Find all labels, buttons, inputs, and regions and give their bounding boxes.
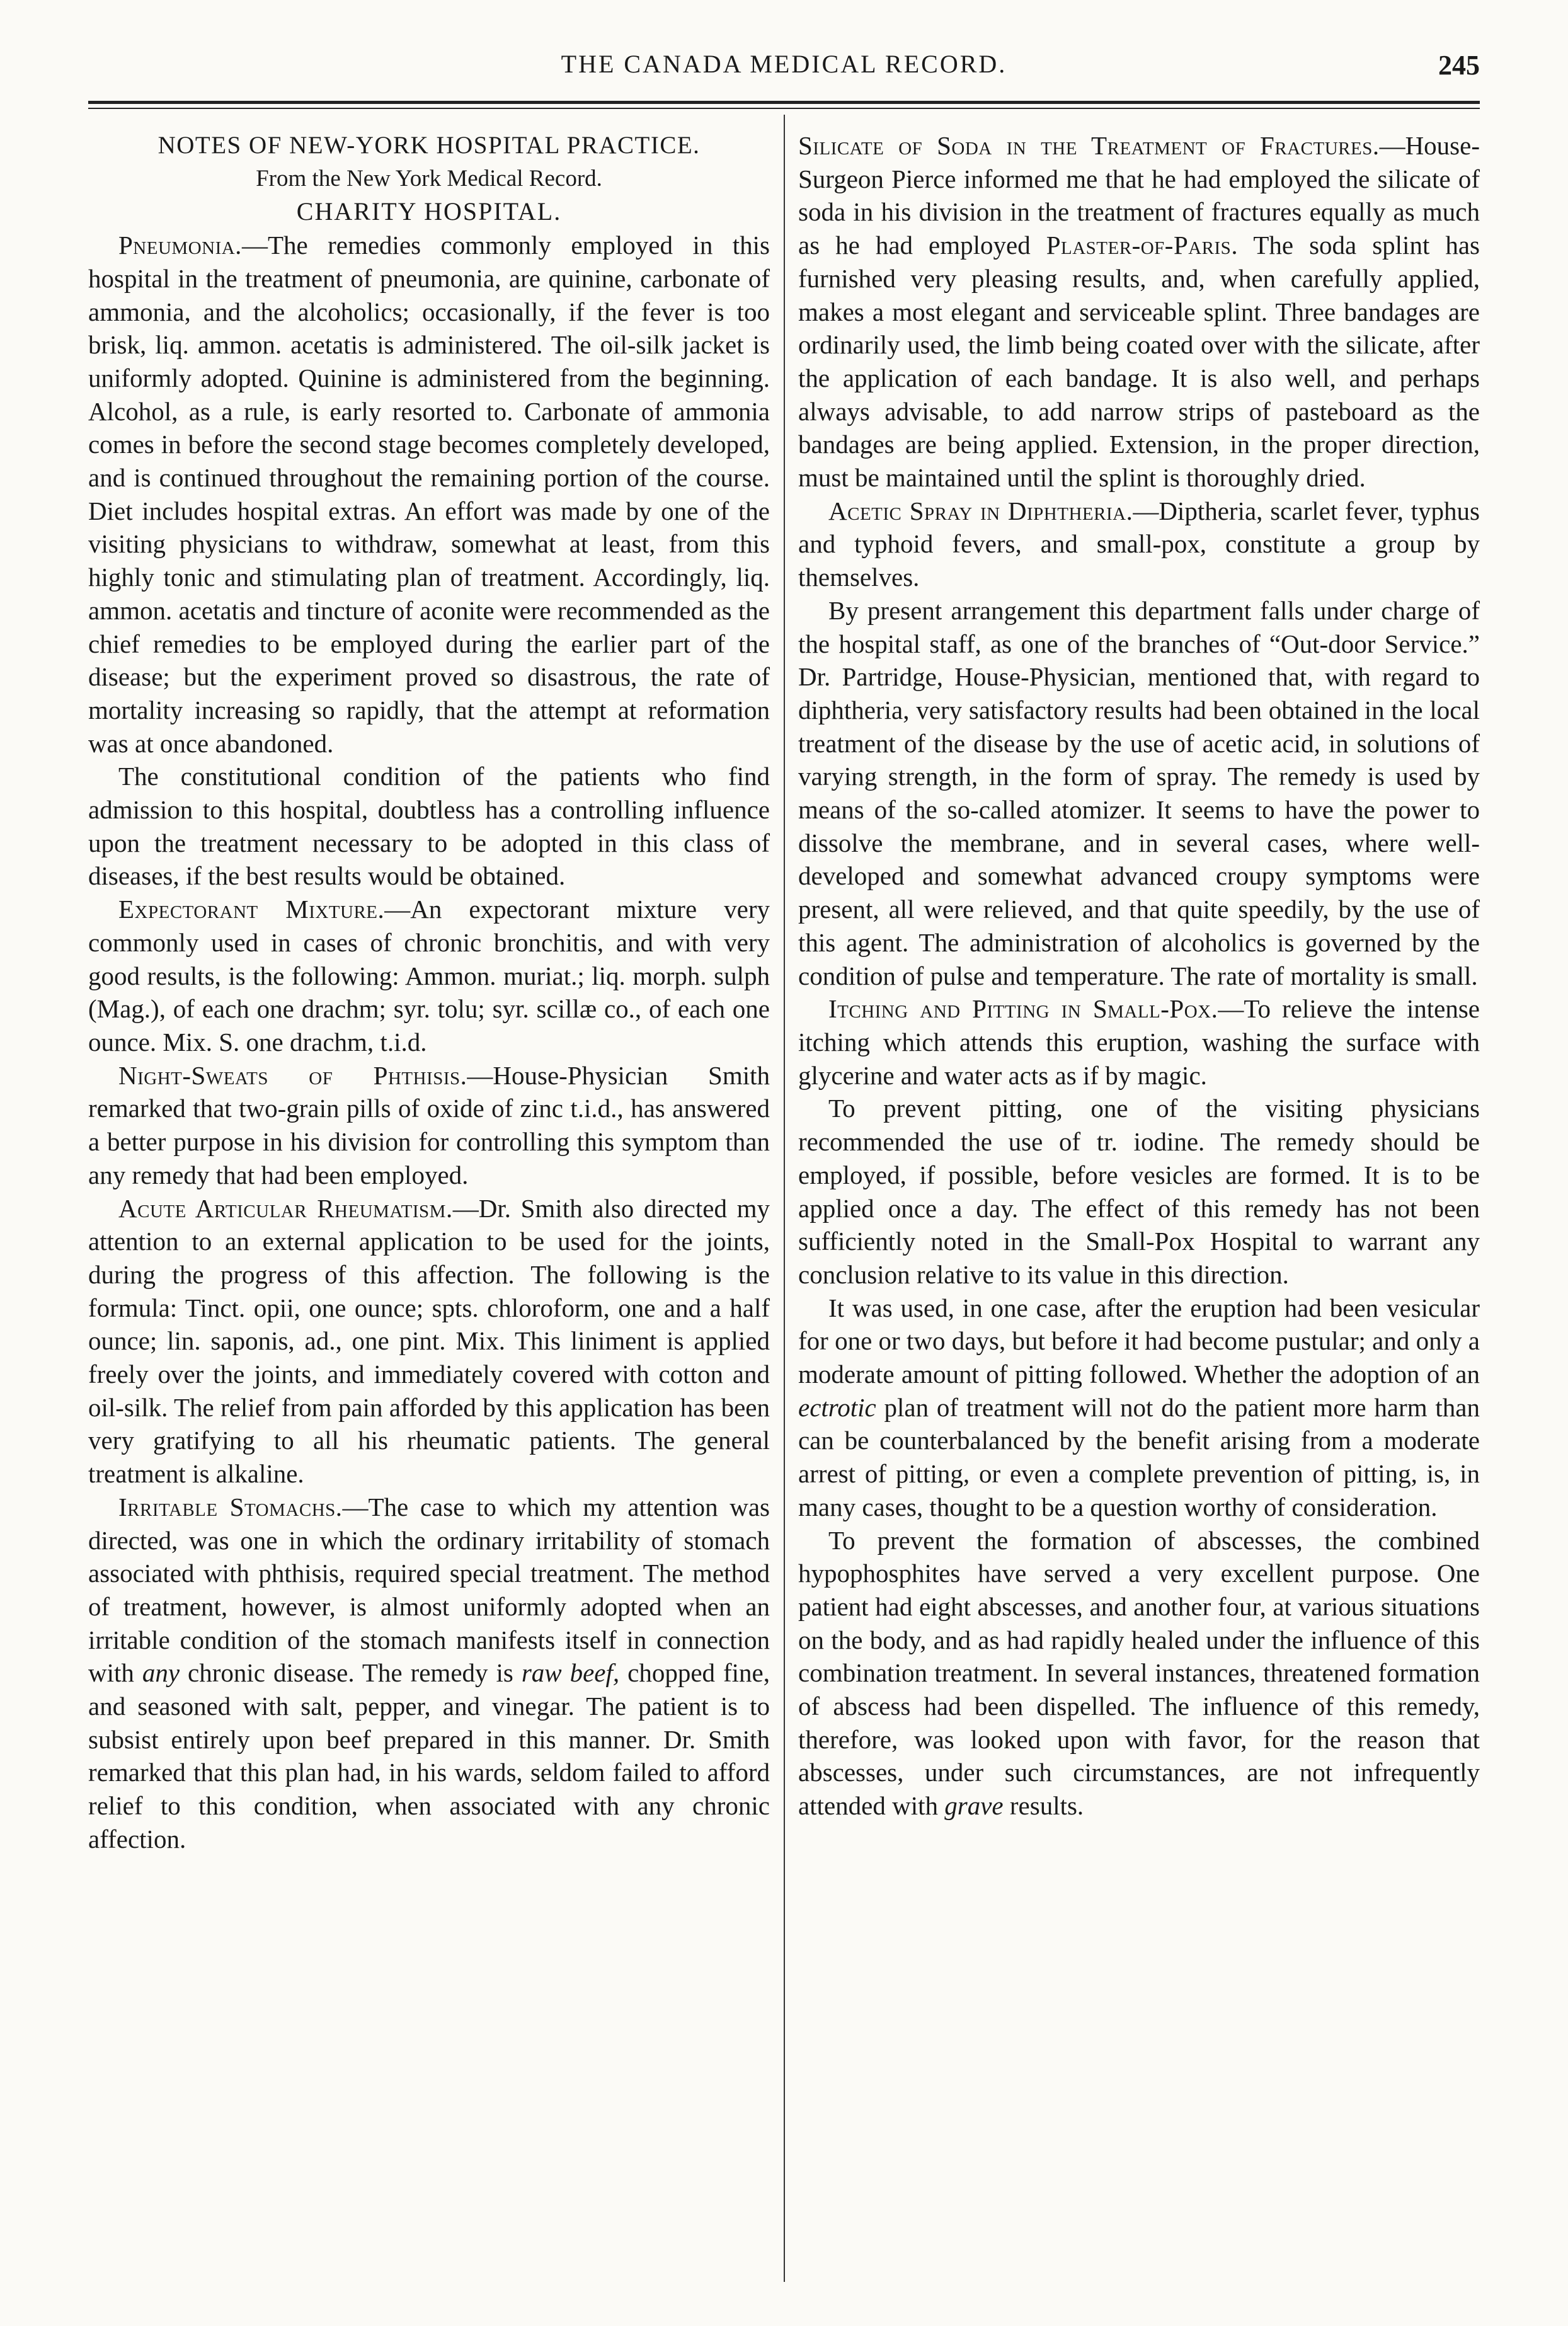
paragraph-text: —The case to which my attention was directed, was one in which the ordinary irritability of stomach associated with phthisis, required special treatment. The method of treatment, however, is almost uniformly adopted when an irritable condition of the stomach manifests itself in connection with — [88, 1492, 770, 1688]
hospital-heading: CHARITY HOSPITAL. — [296, 197, 562, 226]
paragraph-text: chronic disease. The remedy is — [180, 1658, 522, 1688]
section-heading-pneumonia: Pneumonia. — [118, 231, 242, 260]
section-heading-itching: Itching and Pitting in Small-Pox. — [828, 994, 1218, 1024]
section-heading-silicate: Silicate of Soda in the Treatment of Fractures. — [798, 131, 1380, 160]
paragraph-text: plan of treatment will not do the patient more harm than can be counterbalanced by the benefit arising from a moderate arrest of pitting, or even a complete prevention of pitting, is, in many cases, thought to be a question worthy of consideration. — [798, 1392, 1480, 1521]
column-divider — [784, 115, 785, 2282]
paragraph-text: The soda splint has furnished very pleasing results, and, when carefully applied, makes a most elegant and serviceable splint. Three bandages are ordinarily used, the limb being coated over with the silicate, after the application of each bandage. It is also well, and perhaps always advisable, to add narrow strips of pasteboard as the bandages are being applied. Extension, in the proper direction, must be maintained until the splint is thoroughly dried. — [798, 231, 1480, 493]
paragraph-text: —Diptheria, scarlet fever, typhus and typhoid fevers, and small-pox, constitute a group by themselves. — [798, 496, 1480, 592]
paragraph-text: —Dr. Smith also directed my attention to an external application to be used for the joints, during the progress of this affection. The following is the formula: Tinct. opii, one ounce; spts. chloroform, one and a half ounce; lin. saponis, ad., one pint. Mix. This liniment is applied freely over the joints, and immediately covered with cotton and oil-silk. The relief from pain afforded by this application has been very gratifying to all his rheumatic patients. The general treatment is alkaline. — [88, 1193, 770, 1489]
paragraph-text: chopped fine, and seasoned with salt, pepper, and vinegar. The patient is to subsist entirely upon beef prepared in this manner. Dr. Smith remarked that this plan had, in his wards, seldom failed to afford relief to this condition, when associated with any chronic affection. — [88, 1658, 770, 1853]
paragraph-expectorant — [88, 893, 770, 1059]
paragraph-night-sweats — [88, 1059, 770, 1192]
paragraph-arrangement: By present arrangement this department falls under charge of the hospital staff, as one of the branches of “Out-door Service.” Dr. Partridge, House-Physician, mentioned that, with regard to diphtheria, very satisfactory results had been obtained in the local treatment of the disease by the use of acetic acid, in solutions of varying strength, in the form of spray. The remedy is used by means of the so-called atomizer. It seems to have the power to dissolve the membrane, and in several cases, where well-developed and somewhat advanced croupy symptoms were present, all were relieved, and that quite speedily, by the use of this agent. The administration of alcoholics is governed by the condition of pulse and temperature. The rate of mortality is small. — [798, 595, 1480, 990]
section-heading-night-sweats: Night-Sweats of Phthisis. — [118, 1060, 467, 1090]
paragraph-text: —The remedies commonly employed in this hospital in the treatment of pneumonia, are quinine, carbonate of ammonia, and the alcoholics; occasionally, if the fever is too brisk, liq. ammon. acetatis is administered. The oil-silk jacket is uniformly adopted. Quinine is administered from the beginning. Alcohol, as a rule, is early resorted to. Carbonate of ammonia comes in before the second stage becomes completely developed, and is continued throughout the remaining portion of the course. Diet includes hospital extras. An effort was made by one of the visiting physicians to withdraw, somewhat at least, from this highly tonic and stimulating plan of treatment. Accordingly, liq. ammon. acetatis and tincture of aconite were recommended as the chief remedies to be employed during the earlier part of the disease; but the experiment proved so disastrous, the rate of mortality increasing so rapidly, that the attempt at reformation was at once abandoned. — [88, 231, 770, 758]
paragraph-itching — [798, 992, 1480, 1092]
paragraph-abscesses — [798, 1524, 1480, 1823]
paragraph-pneumonia — [88, 229, 770, 760]
paragraph-text: —An expectorant mixture very commonly used in cases of chronic bronchitis, and with very good results, is the following: Ammon. muriat.; liq. morph. sulph (Mag.), of each one drachm; syr. tolu; syr. scillæ co., of each one ounce. Mix. S. one drachm, t.i.d. — [88, 895, 770, 1057]
paragraph-text: It was used, in one case, after the eruption had been vesicular for one or two days, but before it had become pustular; and only a moderate amount of pitting followed. Whether the adoption of an — [798, 1293, 1480, 1389]
emphasis: raw beef, — [521, 1658, 620, 1688]
page-number: 245 — [1438, 50, 1480, 81]
header-rule-thin — [88, 108, 1480, 109]
section-heading-rheumatism: Acute Articular Rheumatism. — [118, 1193, 453, 1223]
paragraph-constitutional: The constitutional condition of the patients who find admission to this hospital, doubtless has a controlling influence upon the treatment necessary to be adopted in this class of diseases, if the best results would be obtained. — [88, 762, 770, 891]
paragraph-stomachs — [88, 1491, 770, 1856]
paragraph-acetic-spray — [798, 495, 1480, 594]
running-title: THE CANADA MEDICAL RECORD. — [561, 50, 1007, 78]
left-column — [88, 129, 770, 1856]
section-heading-stomachs: Irritable Stomachs. — [118, 1492, 343, 1521]
section-heading-acetic-spray: Acetic Spray in Diphtheria. — [828, 496, 1133, 525]
paragraph-text: —House-Surgeon Pierce informed me that he had employed the silicate of soda in his division in the treatment of fractures equally as much as he had employed — [798, 131, 1480, 260]
paragraph-silicate — [798, 129, 1480, 495]
emphasis: grave — [944, 1791, 1004, 1821]
paragraph-eruption — [798, 1292, 1480, 1524]
header-rule-thick — [88, 101, 1480, 104]
paragraph-rheumatism — [88, 1192, 770, 1491]
paragraph-text: —House-Physician Smith remarked that two-grain pills of oxide of zinc t.i.d., has answered a better purpose in his division for controlling this symptom than any remedy that had been employed. — [88, 1060, 770, 1189]
article-title: NOTES OF NEW-YORK HOSPITAL PRACTICE. — [157, 132, 701, 159]
paragraph-text: results. — [1003, 1791, 1084, 1821]
right-column — [798, 129, 1480, 1823]
emphasis: ectrotic — [798, 1392, 876, 1422]
running-head — [88, 49, 1480, 93]
paragraph-text: —To relieve the intense itching which attends this eruption, washing the surface with glycerine and water acts as if by magic. — [798, 994, 1480, 1090]
section-heading-expectorant: Expectorant Mixture. — [118, 895, 385, 924]
paragraph-text: To prevent the formation of abscesses, the combined hypophosphites have served a very excellent purpose. One patient had eight abscesses, and another four, at various situations on the body, and as had rapidly healed under the influence of this combination treatment. In several instances, threatened formation of abscess had been dispelled. The influence of this remedy, therefore, was looked upon with favor, for the reason that abscesses, under such circumstances, are not infrequently attended with — [798, 1525, 1480, 1821]
paragraph-prevent-pitting: To prevent pitting, one of the visiting physicians recommended the use of tr. iodine. The remedy should be employed, if possible, before vesicles are formed. It is to be applied once a day. The effect of this remedy has not been sufficiently noted in the Small-Pox Hospital to warrant any conclusion relative to its value in this direction. — [798, 1094, 1480, 1289]
source-line: From the New York Medical Record. — [256, 165, 602, 192]
small-caps-term: Plaster-of-Paris. — [1046, 231, 1239, 260]
emphasis: any — [142, 1658, 180, 1688]
